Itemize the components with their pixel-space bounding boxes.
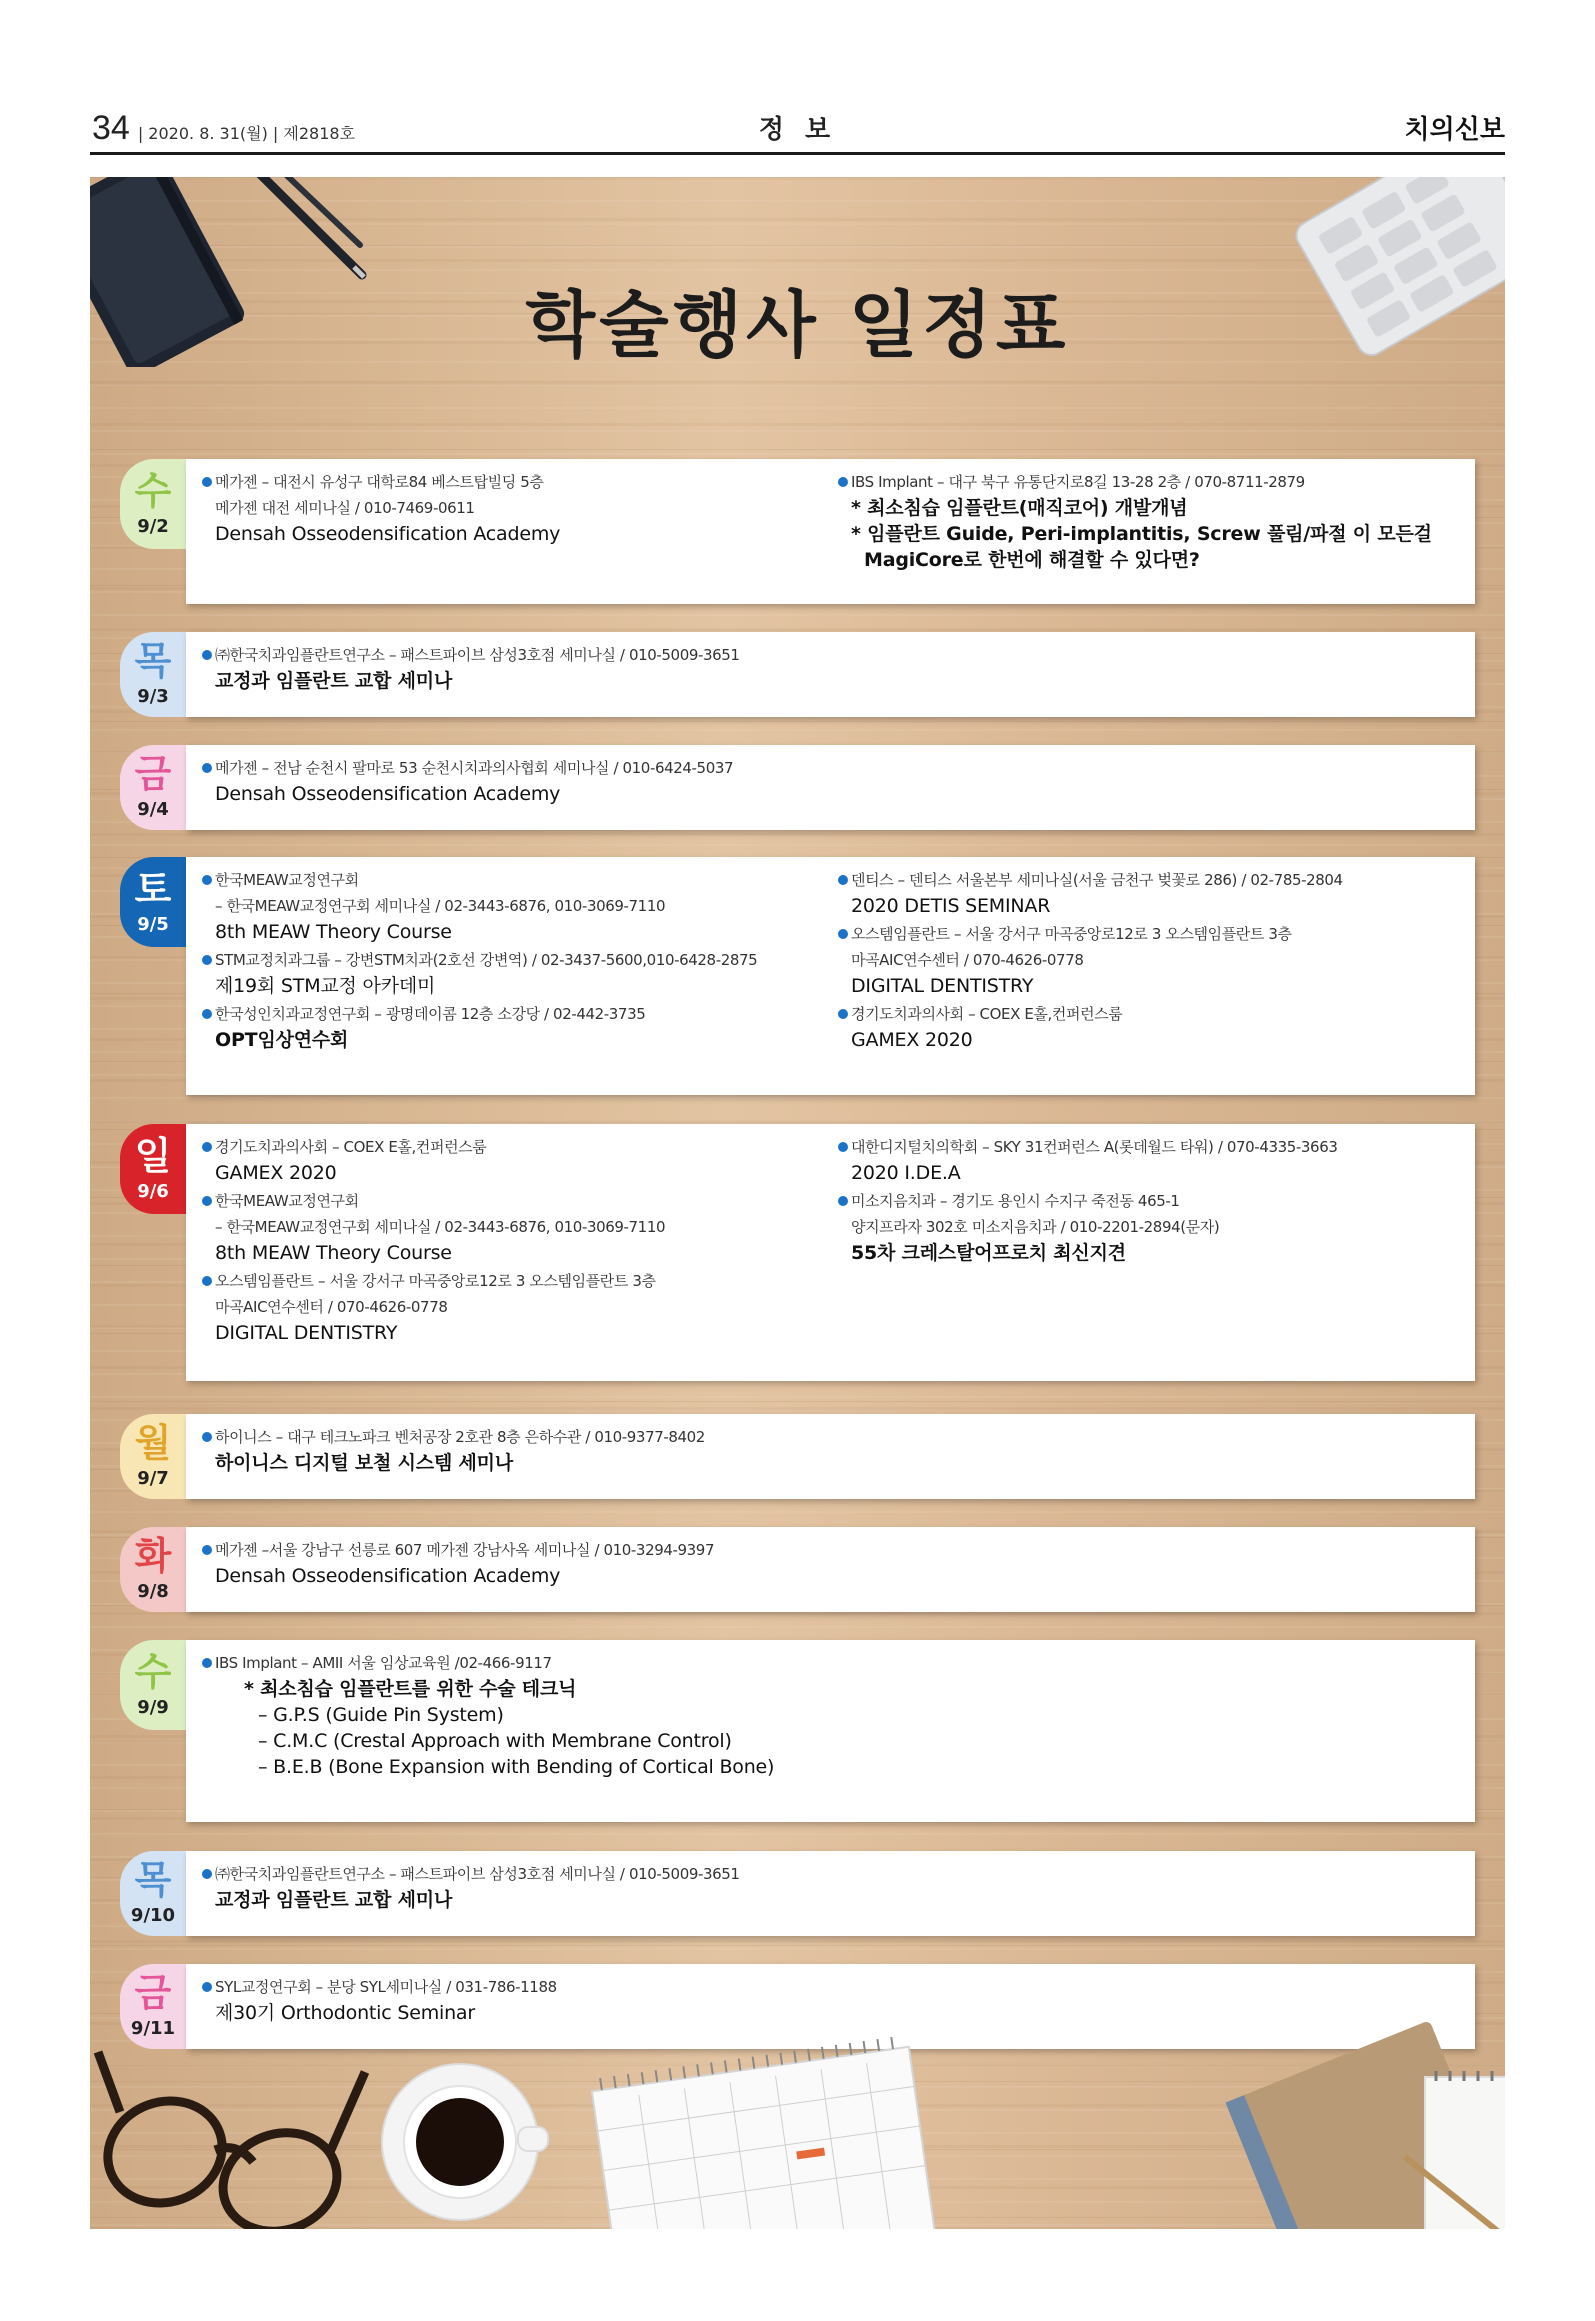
weekday-label: 수	[134, 468, 172, 513]
event-title-line: Densah Osseodensification Academy	[215, 523, 561, 545]
event-organizer-line: 메가젠 – 대전시 유성구 대학로84 베스트탑빌딩 5층	[202, 469, 842, 495]
event-entry	[202, 867, 842, 945]
event-column-left	[202, 1134, 842, 1348]
main-title: 학술행사 일정표	[525, 283, 1070, 367]
event-card	[186, 1527, 1475, 1612]
schedule-row	[120, 459, 1475, 604]
event-entry	[202, 1861, 842, 1913]
date-label: 9/3	[137, 686, 169, 707]
event-title-line: Densah Osseodensification Academy	[215, 1565, 561, 1587]
date-label: 9/7	[137, 1468, 169, 1489]
day-badge	[120, 1851, 186, 1936]
event-card	[186, 632, 1475, 717]
page-number: 34	[92, 109, 130, 147]
day-badge	[120, 459, 186, 549]
masthead	[90, 108, 1505, 155]
event-entry	[838, 921, 1505, 999]
event-entry	[202, 755, 842, 807]
event-column-left	[202, 1537, 842, 1591]
event-detail-line: 양지프라자 302호 미소지음치과 / 010-2201-2894(문자)	[851, 1218, 1220, 1236]
wood-background	[90, 177, 1505, 2229]
weekday-label: 목	[134, 1858, 172, 1902]
day-badge	[120, 1414, 186, 1499]
event-organizer-line: 오스템임플란트 – 서울 강서구 마곡중앙로12로 3 오스템임플란트 3층	[202, 1268, 842, 1294]
event-column-left	[202, 642, 842, 696]
event-organizer-line: 경기도치과의사회 – COEX E홀,컨퍼런스룸	[838, 1001, 1505, 1027]
event-card	[186, 459, 1475, 604]
date-label: 9/8	[137, 1581, 169, 1602]
event-entry	[838, 867, 1505, 919]
event-title-line: DIGITAL DENTISTRY	[851, 975, 1034, 997]
event-card	[186, 1640, 1475, 1822]
coffee-cup-icon	[380, 2057, 550, 2227]
event-detail-line: – 한국MEAW교정연구회 세미나실 / 02-3443-6876, 010-3069-7110	[215, 1218, 666, 1236]
event-title-line: * 최소침습 임플란트를 위한 수술 테크닉	[244, 1678, 577, 1700]
day-badge	[120, 632, 186, 717]
weekday-label: 일	[134, 1133, 172, 1178]
event-title-line: DIGITAL DENTISTRY	[215, 1322, 398, 1344]
event-title-line: 2020 I.DE.A	[851, 1162, 961, 1184]
event-title-line: * 최소침습 임플란트(매직코어) 개발개념	[851, 497, 1188, 519]
section-name: 정 보	[758, 115, 837, 145]
event-organizer-line: IBS Implant – AMII 서울 임상교육원 /02-466-9117	[202, 1650, 842, 1676]
event-entry	[838, 1001, 1505, 1053]
event-column-left	[202, 1650, 842, 1782]
event-column-left	[202, 755, 842, 809]
event-organizer-line: 미소지음치과 – 경기도 용인시 수지구 죽전동 465-1	[838, 1188, 1505, 1214]
event-detail-line: 마곡AIC연수센터 / 070-4626-0778	[215, 1298, 448, 1316]
event-column-right	[838, 867, 1505, 1055]
day-badge	[120, 1640, 186, 1730]
event-organizer-line: 경기도치과의사회 – COEX E홀,컨퍼런스룸	[202, 1134, 842, 1160]
date-label: 9/4	[137, 799, 169, 820]
event-organizer-line: ㈜한국치과임플란트연구소 – 패스트파이브 삼성3호점 세미나실 / 010-5009-3651	[202, 642, 842, 668]
weekday-label: 월	[134, 1421, 172, 1465]
event-title-line: * 임플란트 Guide, Peri-implantitis, Screw 풀림/파절 이 모든걸	[851, 523, 1432, 545]
schedule-row	[120, 857, 1475, 1095]
event-organizer-line: 한국성인치과교정연구회 – 광명데이콤 12층 소강당 / 02-442-3735	[202, 1001, 842, 1027]
day-badge	[120, 1527, 186, 1612]
event-entry	[202, 1188, 842, 1266]
schedule-row	[120, 1414, 1475, 1499]
schedule-row	[120, 745, 1475, 830]
weekday-label: 금	[134, 1971, 172, 2015]
event-entry	[838, 1188, 1505, 1266]
event-title-line: GAMEX 2020	[215, 1162, 337, 1184]
event-entry	[202, 947, 842, 999]
event-organizer-line: STM교정치과그룹 – 강변STM치과(2호선 강변역) / 02-3437-5600,010-6428-2875	[202, 947, 842, 973]
weekday-label: 목	[134, 639, 172, 683]
schedule-row	[120, 1124, 1475, 1381]
event-title-line: 교정과 임플란트 교합 세미나	[215, 670, 453, 692]
event-card	[186, 857, 1475, 1095]
event-organizer-line: SYL교정연구회 – 분당 SYL세미나실 / 031-786-1188	[202, 1974, 842, 2000]
event-title-line: – G.P.S (Guide Pin System)	[258, 1704, 504, 1726]
date-label: 9/2	[137, 515, 169, 537]
event-title-line: 제19회 STM교정 아카데미	[215, 975, 436, 997]
schedule-row	[120, 1527, 1475, 1612]
date-label: 9/9	[137, 1696, 169, 1718]
event-organizer-line: ㈜한국치과임플란트연구소 – 패스트파이브 삼성3호점 세미나실 / 010-5009-3651	[202, 1861, 842, 1887]
weekday-label: 금	[134, 752, 172, 796]
event-entry	[202, 1134, 842, 1186]
schedule-row	[120, 632, 1475, 717]
event-title-line: – C.M.C (Crestal Approach with Membrane Control)	[258, 1730, 732, 1752]
event-title-line: GAMEX 2020	[851, 1029, 973, 1051]
event-column-left	[202, 469, 842, 549]
event-column-right	[838, 469, 1505, 575]
event-title-line: MagiCore로 한번에 해결할 수 있다면?	[864, 549, 1200, 571]
notebook-stack-icon	[1200, 1997, 1505, 2229]
weekday-label: 화	[134, 1534, 172, 1578]
day-badge	[120, 1124, 186, 1214]
event-column-left	[202, 1424, 842, 1478]
event-organizer-line: 메가젠 – 전남 순천시 팔마로 53 순천시치과의사협회 세미나실 / 010-6424-5037	[202, 755, 842, 781]
publication-name: 치의신보	[1404, 115, 1505, 145]
date-label: 9/5	[137, 913, 169, 935]
schedule-row	[120, 1640, 1475, 1822]
day-badge	[120, 745, 186, 830]
event-card	[186, 1851, 1475, 1936]
event-organizer-line: 하이니스 – 대구 테크노파크 벤처공장 2호관 8층 은하수관 / 010-9377-8402	[202, 1424, 842, 1450]
calendar-notepad-icon	[590, 2037, 950, 2229]
event-entry	[202, 642, 842, 694]
weekday-label: 토	[134, 866, 172, 911]
date-label: 9/6	[137, 1180, 169, 1202]
day-badge	[120, 857, 186, 947]
event-title-line: – B.E.B (Bone Expansion with Bending of Cortical Bone)	[258, 1756, 775, 1778]
event-entry	[202, 1537, 842, 1589]
event-column-left	[202, 867, 842, 1055]
event-title-line: 2020 DETIS SEMINAR	[851, 895, 1051, 917]
date-label: 9/10	[130, 1905, 176, 1926]
event-organizer-line: 덴티스 – 덴티스 서울본부 세미나실(서울 금천구 벚꽃로 286) / 02-785-2804	[838, 867, 1505, 893]
event-card	[186, 1414, 1475, 1499]
glasses-icon	[90, 2032, 370, 2229]
event-entry	[202, 1268, 842, 1346]
event-title-line: OPT임상연수회	[215, 1029, 349, 1051]
event-column-left	[202, 1861, 842, 1915]
weekday-label: 수	[134, 1649, 172, 1694]
event-entry	[202, 1424, 842, 1476]
schedule-row	[120, 1851, 1475, 1936]
event-card	[186, 745, 1475, 830]
event-title-line: Densah Osseodensification Academy	[215, 783, 561, 805]
event-organizer-line: IBS Implant – 대구 북구 유통단지로8길 13-28 2층 / 070-8711-2879	[838, 469, 1505, 495]
event-card	[186, 1124, 1475, 1381]
event-entry	[838, 1134, 1505, 1186]
issue-date: | 2020. 8. 31(월) | 제2818호	[137, 124, 356, 143]
event-entry	[202, 469, 842, 547]
event-organizer-line: 오스템임플란트 – 서울 강서구 마곡중앙로12로 3 오스템임플란트 3층	[838, 921, 1505, 947]
event-column-right	[838, 1134, 1505, 1268]
event-organizer-line: 한국MEAW교정연구회	[202, 867, 842, 893]
event-column-left	[202, 1974, 842, 2028]
event-title-line: 하이니스 디지털 보철 시스템 세미나	[215, 1452, 513, 1474]
event-organizer-line: 메가젠 –서울 강남구 선릉로 607 메가젠 강남사옥 세미나실 / 010-3294-9397	[202, 1537, 842, 1563]
event-entry	[202, 1650, 842, 1780]
date-label: 9/11	[130, 2018, 176, 2039]
event-detail-line: 메가젠 대전 세미나실 / 010-7469-0611	[215, 499, 475, 517]
event-detail-line: – 한국MEAW교정연구회 세미나실 / 02-3443-6876, 010-3069-7110	[215, 897, 666, 915]
event-entry	[838, 469, 1505, 573]
event-organizer-line: 한국MEAW교정연구회	[202, 1188, 842, 1214]
event-entry	[202, 1974, 842, 2026]
event-title-line: 8th MEAW Theory Course	[215, 1242, 452, 1264]
event-entry	[202, 1001, 842, 1053]
event-title-line: 8th MEAW Theory Course	[215, 921, 452, 943]
event-detail-line: 마곡AIC연수센터 / 070-4626-0778	[851, 951, 1084, 969]
event-title-line: 교정과 임플란트 교합 세미나	[215, 1889, 453, 1911]
event-title-line: 제30기 Orthodontic Seminar	[215, 2002, 475, 2024]
event-title-line: 55차 크레스탈어프로치 최신지견	[851, 1242, 1126, 1264]
event-organizer-line: 대한디지털치의학회 – SKY 31컨퍼런스 A(롯데월드 타워) / 070-4335-3663	[838, 1134, 1505, 1160]
